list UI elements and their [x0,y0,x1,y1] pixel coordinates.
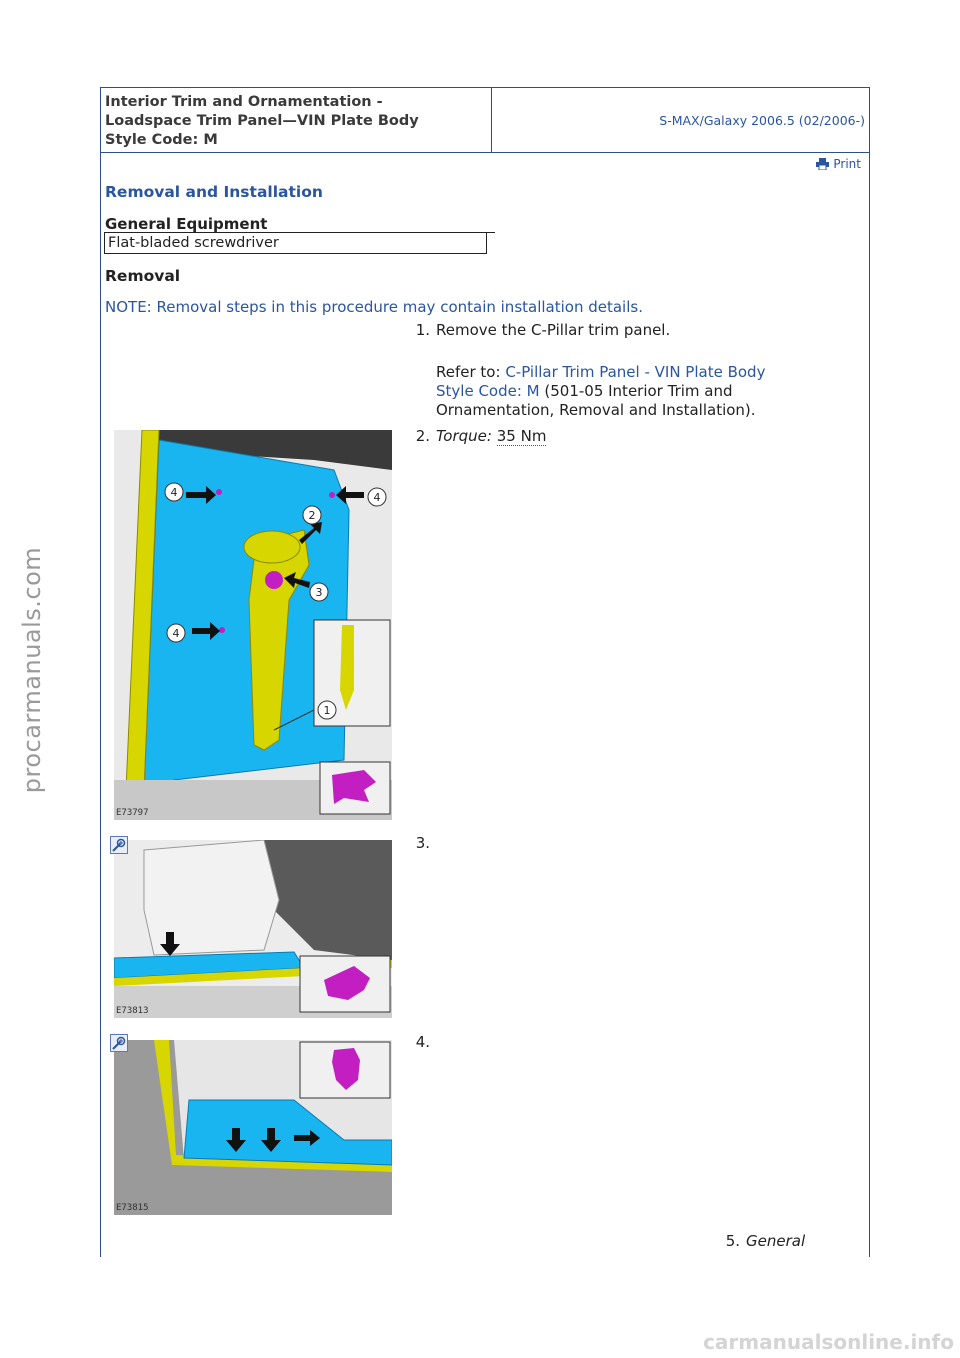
equipment-rule [487,232,495,233]
title-line-1: Interior Trim and Ornamentation - [105,94,383,110]
removal-note: NOTE: Removal steps in this procedure may contain installation details. [105,298,643,316]
step-2 [406,427,826,449]
step-number: 2. [415,427,430,445]
step-4 [406,1033,466,1055]
callout-label: 4 [172,627,180,640]
refer-suffix: (501-05 Interior Trim and Ornamentation, Removal and Installation). [436,382,756,419]
callout-label: 3 [315,586,323,599]
callout-1 [317,700,337,720]
step-body [436,321,806,420]
callout-4c [166,623,186,643]
torque-value: 35 Nm [496,427,547,445]
callout-4b [367,487,387,507]
title-line-3: Style Code: M [105,132,218,148]
torque-label: Torque: [436,427,492,445]
vehicle-model: S-MAX/Galaxy 2006.5 (02/2006-) [659,112,865,128]
watermark-carmanualsonline: carmanualsonline.info [703,1330,954,1354]
step-number: 5. [725,1232,740,1250]
equipment-item: Flat-bladed screwdriver [104,232,487,254]
step-1 [406,321,826,419]
zoom-icon[interactable] [110,836,128,854]
callout-label: 1 [323,704,331,717]
step-number: 1. [415,321,430,339]
step-body [436,427,806,446]
step-text: Remove the C-Pillar trim panel. [436,321,671,339]
title-line-2: Loadspace Trim Panel—VIN Plate Body [105,113,419,129]
step-number: 3. [415,834,430,852]
print-button[interactable] [816,157,861,171]
step-number: 4. [415,1033,430,1051]
section-title: Removal and Installation [105,183,323,201]
callout-2 [302,505,322,525]
printer-icon [816,158,829,170]
step-text: General [746,1232,806,1250]
step-5 [716,1232,836,1254]
figure-code: E73813 [116,1006,149,1016]
step-3 [406,834,466,856]
removal-title: Removal [105,267,181,285]
callout-label: 2 [308,509,316,522]
page-title [101,88,492,152]
figure-seat-sill [114,840,392,1018]
figure-loadspace-floor [114,1040,392,1215]
manual-page-frame [100,87,870,1257]
page-header [101,87,869,153]
callout-4a [164,482,184,502]
c-pillar-trim-link[interactable]: C-Pillar Trim Panel - VIN Plate Body Style Code: M [436,363,766,400]
callout-3 [309,582,329,602]
general-equipment-title: General Equipment [105,215,268,233]
zoom-icon[interactable] [110,1034,128,1052]
figure-c-pillar [114,430,392,820]
refer-to [436,363,806,420]
figure-code: E73815 [116,1203,149,1213]
watermark-procarmanuals [12,546,52,794]
callout-label: 4 [170,486,178,499]
print-label: Print [833,157,861,171]
callout-label: 4 [373,491,381,504]
refer-prefix: Refer to: [436,363,506,381]
figure-code: E73797 [116,808,149,818]
watermark-left-text: procarmanuals.com [18,546,47,794]
